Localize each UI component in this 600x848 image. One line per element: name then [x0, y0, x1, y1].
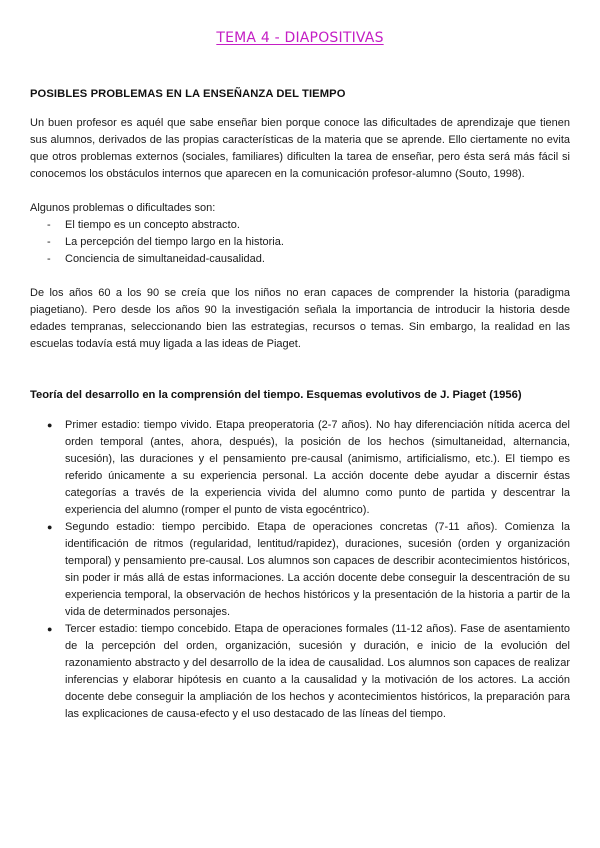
document-title: TEMA 4 - DIAPOSITIVAS: [216, 30, 384, 46]
history-paragraph: De los años 60 a los 90 se creía que los niños no eran capaces de comprender la historia (paradigma piagetiano). Pero desde los años 90 la investigación señala la importancia de introducir la historia desde edades tempranas, seleccionando bien las estrategias, recursos o temas. Sin embargo, la realidad en las escuelas todavía está muy ligada a las ideas de Piaget.: [30, 287, 570, 350]
intro-paragraph: Un buen profesor es aquél que sabe enseñar bien porque conoce las dificultades de aprendizaje que tienen sus alumnos, derivados de las propias características de la materia que se aprende. Ello ciertamente no evita que otros problemas externos (sociales, familiares) dificulten la tarea de enseñar, pero ésta será más fácil si conocemos los obstáculos internos que aparecen en la comunicación profesor-alumno (Souto, 1998).: [30, 117, 570, 180]
bullet-icon: ●: [47, 420, 53, 430]
list-item-text: El tiempo es un concepto abstracto.: [65, 219, 240, 231]
list-item: [30, 217, 570, 234]
dash-marker: -: [47, 253, 51, 265]
list-item: [30, 519, 570, 621]
stage-text: Primer estadio: tiempo vivido. Etapa preoperatoria (2-7 años). No hay diferenciación nítida acerca del orden temporal (antes, ahora, después), la posición de los hechos (simultaneidad, alternancia, sucesión), las duraciones y el pensamiento pre-causal (animismo, artificialismo, etc.). El tiempo es referido únicamente a su experiencia personal. La acción docente debe ayudar a discernir éstas categorías a través de la experiencia vivida del alumno como punto de partida y descentrar la experiencia del alumno (romper el punto de vista egocéntrico).: [65, 419, 570, 516]
stage-text: Tercer estadio: tiempo concebido. Etapa de operaciones formales (11-12 años). Fase de asentamiento de la percepción del orden, organización, sucesión y duración, e inicio de la evolución del razonamiento abstracto y del desarrollo de la idea de causalidad. Los alumnos son capaces de realizar inferencias y elaborar hipótesis en cuanto a la causalidad y la motivación de los actores. La acción docente debe conseguir la ampliación de los hechos y acontecimientos históricos, la preparación para las explicaciones de causa-efecto y el uso destacado de las líneas del tiempo.: [65, 623, 570, 720]
list-item: [30, 234, 570, 251]
bullet-icon: ●: [47, 624, 53, 634]
list-item: [30, 621, 570, 723]
section-heading-piaget: Teoría del desarrollo en la comprensión del tiempo. Esquemas evolutivos de J. Piaget (1956): [30, 389, 522, 401]
stages-list: [30, 417, 570, 723]
dash-marker: -: [47, 219, 51, 231]
list-item: [30, 417, 570, 519]
problems-list: [30, 217, 570, 268]
stage-text: Segundo estadio: tiempo percibido. Etapa de operaciones concretas (7-11 años). Comienza la identificación de ritmos (regularidad, lentitud/rapidez), duraciones, sucesión (orden y organización temporal) y pensamiento pre-causal. Los alumnos son capaces de describir acontecimientos históricos, sin poder ir más allá de estas informaciones. La acción docente debe conseguir la descentración de su experiencia temporal, la observación de hechos históricos y la presentación de la historia a partir de la vida de determinados personajes.: [65, 521, 570, 618]
list-item: [30, 251, 570, 268]
list-item-text: Conciencia de simultaneidad-causalidad.: [65, 253, 265, 265]
list-item-text: La percepción del tiempo largo en la historia.: [65, 236, 284, 248]
dash-marker: -: [47, 236, 51, 248]
section-heading-problems: POSIBLES PROBLEMAS EN LA ENSEÑANZA DEL TIEMPO: [30, 88, 346, 100]
problems-intro: Algunos problemas o dificultades son:: [30, 202, 216, 214]
bullet-icon: ●: [47, 522, 53, 532]
